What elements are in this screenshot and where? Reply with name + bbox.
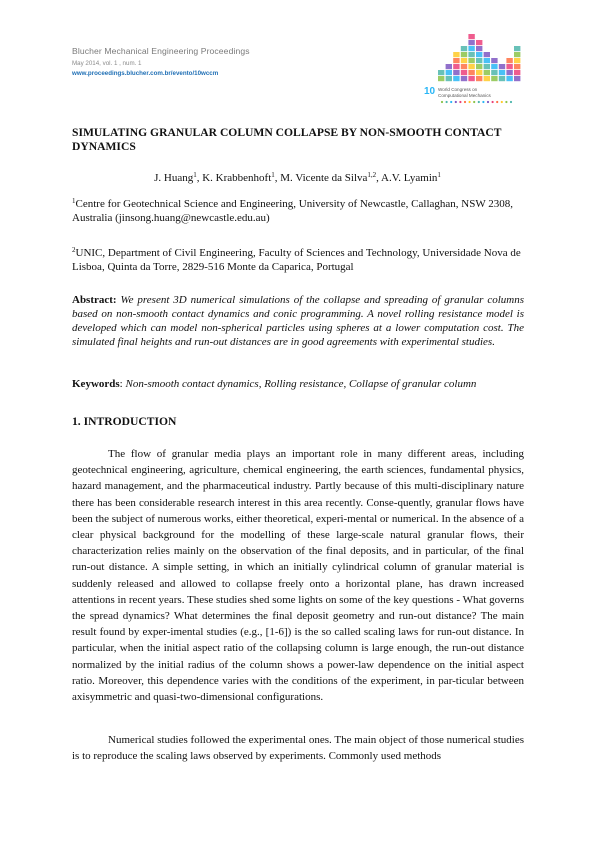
logo-bar-segment: [468, 46, 474, 51]
logo-bar-segment: [499, 64, 505, 69]
logo-bar-segment: [453, 70, 459, 75]
logo-dot: [505, 101, 507, 103]
logo-bar-segment: [453, 58, 459, 63]
logo-bar-segment: [514, 58, 520, 63]
author-name: J. Huang: [154, 172, 194, 184]
logo-bar-segment: [461, 76, 467, 81]
logo-bar-segment: [446, 64, 452, 69]
author-affiliation-sup: 1: [193, 171, 197, 179]
logo-dot: [510, 101, 512, 103]
logo-line2: World Congress on: [438, 87, 478, 92]
logo-dot: [473, 101, 475, 103]
affiliation-2: [72, 246, 524, 274]
logo-bar-segment: [506, 58, 512, 63]
author-affiliation-sup: 1: [271, 171, 275, 179]
logo-dot: [459, 101, 461, 103]
logo-bar-segment: [453, 64, 459, 69]
author-name: M. Vicente da Silva: [280, 172, 368, 184]
logo-bar-segment: [514, 46, 520, 51]
affiliation-1-text: Centre for Geotechnical Science and Engineering, University of Newcastle, Callaghan, NSW 2308, Australia (jinsong.huang@newcastle.edu.au): [72, 198, 514, 224]
logo-bar-segment: [476, 46, 482, 51]
logo-bar-segment: [446, 70, 452, 75]
logo-bar-segment: [484, 58, 490, 63]
logo-bar-segment: [468, 52, 474, 57]
logo-bar-segment: [453, 52, 459, 57]
logo-bar-segment: [438, 70, 444, 75]
logo-bar-segment: [446, 76, 452, 81]
logo-bar-segment: [514, 52, 520, 57]
keywords-sep: :: [119, 378, 126, 390]
author-affiliation-sup: 1: [437, 171, 441, 179]
logo-bar-segment: [461, 64, 467, 69]
logo-bar-segment: [461, 52, 467, 57]
logo-bar-segment: [484, 52, 490, 57]
keywords-label: Keywords: [72, 378, 120, 390]
affiliation-1: [72, 197, 524, 225]
intro-paragraph-1: The flow of granular media plays an important role in many different areas, including geotechnical engineering, agriculture, chemical engineering, the earth sciences, fundamental physics, hazard management, and the pharmaceutical industry. Partly because of this multi-disciplinary nature there has been considerable research interest in this area recently. Conse-quently, granular flows have been the subject of numerous works, either theoretical, experi-mental or numerical. In the absence of a clear physical background for the modelling of these large-scale natural granular flows, their characterization relies mainly on the observation of the final deposits, and in particular, of the final run-out distance. A simple setting, in which an initially cylindrical column of granular material is suddenly released and allowed to collapse freely onto a horizontal plane, has drawn increased attentions in recent years. These studies shed some lights on some of the key questions - What governs the spread dynamics? What determines the final deposit geometry and run-out distance? The main result found by exper-imental studies (e.g., [1-6]) is the so called scaling laws for run-out distance. In particular, when the initial aspect ratio of the collapsing column is large enough, the run-out distance normalized by the initial radius of the column shows a power-law dependence on the initial aspect ratio. Moreover, this dependence varies with the conditions of the experiment, in par-ticular between axisymmetric and quasi-two-dimensional configurations.: [72, 448, 524, 704]
logo-bar-segment: [491, 58, 497, 63]
logo-bar-segment: [468, 64, 474, 69]
logo-dot: [478, 101, 480, 103]
affiliation-2-sup: 2: [72, 246, 76, 254]
logo-bar-segment: [491, 70, 497, 75]
intro-paragraph-2: Numerical studies followed the experimental ones. The main object of those numerical studies is to reproduce the scaling laws observed by experiments. Commonly used methods: [72, 734, 524, 763]
logo-bar-segment: [468, 76, 474, 81]
logo-dot: [496, 101, 498, 103]
logo-dot: [446, 101, 448, 103]
publication-name: Blucher Mechanical Engineering Proceedings: [72, 46, 250, 56]
logo-dot: [455, 101, 457, 103]
logo-bar-segment: [468, 58, 474, 63]
logo-bar-segment: [453, 76, 459, 81]
logo-dot: [492, 101, 494, 103]
author-list: [0, 171, 595, 185]
logo-bar-segment: [514, 64, 520, 69]
logo-bar-segment: [468, 70, 474, 75]
affiliation-2-text: UNIC, Department of Civil Engineering, Faculty of Sciences and Technology, Universidade Nova de Lisboa, Quinta da Torre, 2829-516 Monte da Caparica, Portugal: [72, 247, 521, 273]
logo-bar-segment: [461, 46, 467, 51]
keywords: [72, 377, 524, 391]
logo-bar-segment: [506, 76, 512, 81]
author-separator: ,: [196, 172, 203, 184]
abstract: [72, 293, 524, 349]
logo-bar-segment: [506, 64, 512, 69]
logo-bar-segment: [476, 70, 482, 75]
logo-bar-segment: [438, 76, 444, 81]
logo-dot: [464, 101, 466, 103]
logo-bar-segment: [476, 76, 482, 81]
section-heading-introduction: 1. INTRODUCTION: [72, 415, 177, 428]
logo-bar-segment: [476, 40, 482, 45]
logo-bar-segment: [514, 76, 520, 81]
affiliation-1-sup: 1: [72, 197, 76, 205]
keywords-text: Non-smooth contact dynamics, Rolling resistance, Collapse of granular column: [125, 378, 477, 390]
logo-bar-segment: [499, 70, 505, 75]
author-separator: ,: [376, 172, 382, 184]
logo-dot: [501, 101, 503, 103]
logo-line3: Computational Mechanics: [438, 93, 491, 98]
logo-bar-segment: [499, 76, 505, 81]
logo-dot: [441, 101, 443, 103]
wccm-logo: [420, 30, 526, 110]
logo-bar-segment: [484, 64, 490, 69]
logo-number: 10: [424, 86, 436, 97]
logo-bar-segment: [461, 70, 467, 75]
logo-dot: [487, 101, 489, 103]
author-name: A.V. Lyamin: [381, 172, 438, 184]
logo-bar-segment: [506, 70, 512, 75]
logo-bar-segment: [476, 52, 482, 57]
logo-dot: [450, 101, 452, 103]
abstract-label: Abstract:: [72, 294, 117, 306]
logo-bar-segment: [484, 76, 490, 81]
logo-bar-segment: [476, 58, 482, 63]
author-affiliation-sup: 1,2: [367, 171, 377, 179]
volume-info: May 2014, vol. 1 , num. 1: [72, 60, 142, 67]
logo-bar-segment: [468, 40, 474, 45]
logo-bar-segment: [476, 64, 482, 69]
logo-bar-segment: [491, 64, 497, 69]
logo-bar-segment: [468, 34, 474, 39]
logo-bar-segment: [491, 76, 497, 81]
logo-bar-segment: [484, 70, 490, 75]
paper-title: SIMULATING GRANULAR COLUMN COLLAPSE BY NON-SMOOTH CONTACT DYNAMICS: [72, 126, 502, 153]
author-name: K. Krabbenhoft: [202, 172, 272, 184]
logo-bar-segment: [514, 70, 520, 75]
abstract-text: We present 3D numerical simulations of the collapse and spreading of granular columns based on non-smooth contact dynamics and conic programming. A novel rolling resistance model is developed which can model non-spherical particles using spheres at a lower computation cost. The simulated final heights and run-out distances are in good agreements with experimental studies.: [72, 294, 524, 348]
proceedings-url[interactable]: www.proceedings.blucher.com.br/evento/10wccm: [72, 70, 219, 77]
author-separator: ,: [274, 172, 281, 184]
logo-dot: [469, 101, 471, 103]
logo-dot: [482, 101, 484, 103]
logo-bar-segment: [461, 58, 467, 63]
